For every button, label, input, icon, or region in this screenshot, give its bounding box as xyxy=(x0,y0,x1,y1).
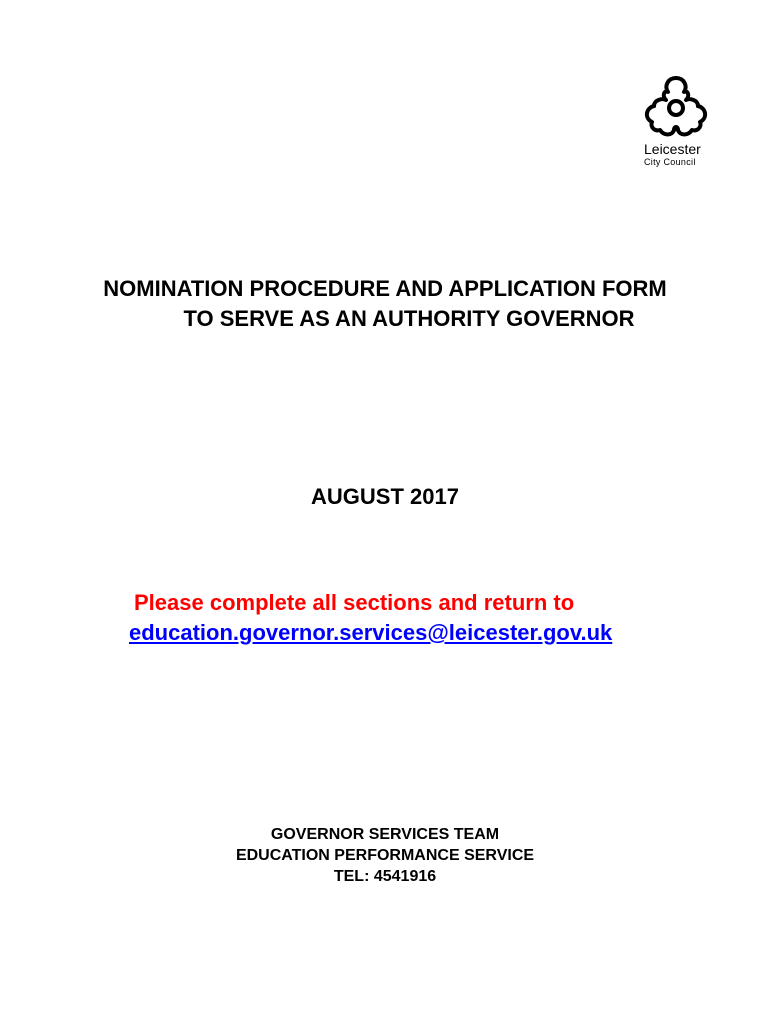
leicester-rose-icon xyxy=(640,74,712,140)
return-email-link[interactable]: education.governor.services@leicester.gov.uk xyxy=(129,620,613,645)
council-logo xyxy=(636,74,716,170)
return-instruction: Please complete all sections and return to xyxy=(134,590,575,615)
footer-team: GOVERNOR SERVICES TEAM xyxy=(270,826,500,843)
document-date: AUGUST 2017 xyxy=(311,484,459,509)
logo-council-subtitle: City Council xyxy=(644,157,696,167)
footer-service: EDUCATION PERFORMANCE SERVICE xyxy=(235,847,535,864)
document-title-line-2: TO SERVE AS AN AUTHORITY GOVERNOR xyxy=(183,306,635,331)
document-title-line-1: NOMINATION PROCEDURE AND APPLICATION FORM xyxy=(103,276,667,301)
footer-telephone: TEL: 4541916 xyxy=(333,868,437,885)
logo-council-name: Leicester xyxy=(644,141,701,157)
